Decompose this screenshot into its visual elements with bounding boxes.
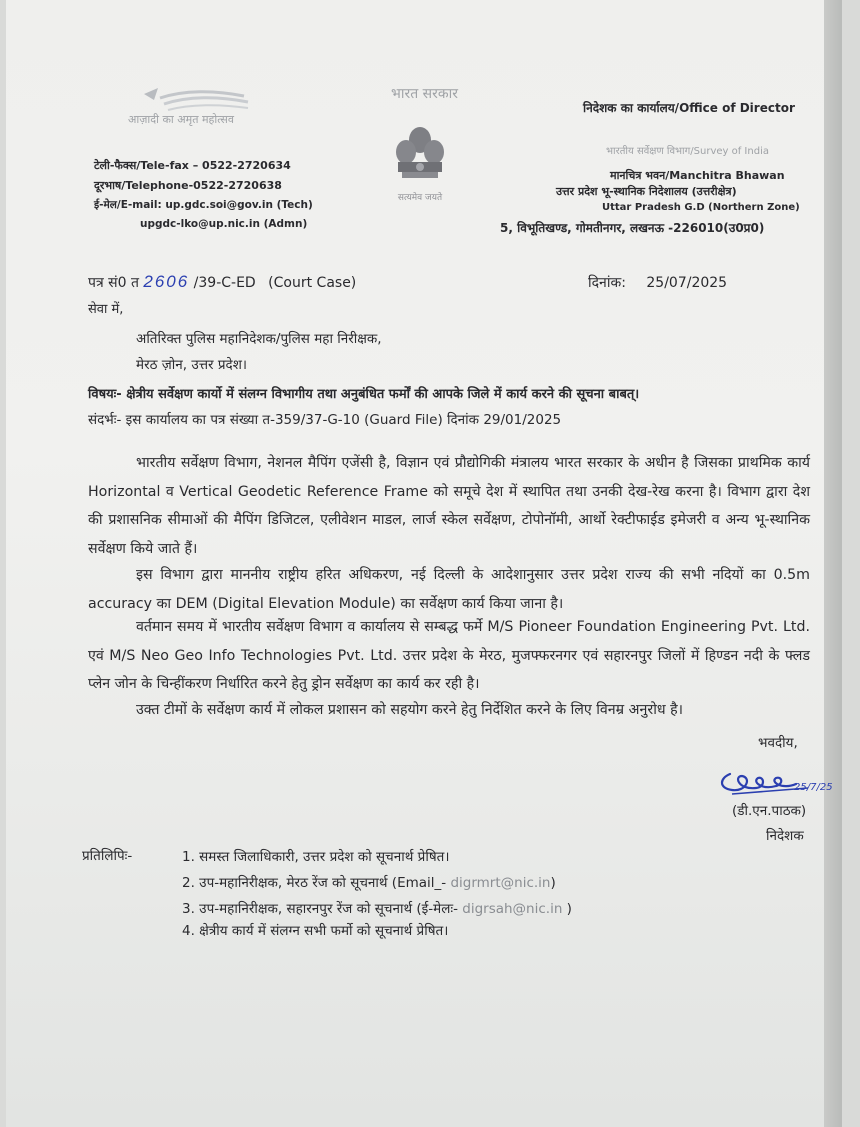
svg-text:सत्यमेव जयते: सत्यमेव जयते	[397, 193, 443, 203]
email-admn: upgdc-lko@up.nic.in (Admn)	[140, 218, 308, 230]
copy-to-email-link[interactable]: digrmrt@nic.in	[450, 875, 551, 891]
letter-date	[588, 273, 727, 292]
office-address: 5, विभूतिखण्ड, गोमतीनगर, लखनऊ -226010(उ0प्र0)	[500, 221, 765, 235]
date-label: दिनांक:	[588, 275, 626, 291]
office-title: निदेशक का कार्यालय/Office of Director	[583, 101, 795, 115]
salutation-to: सेवा में,	[88, 302, 124, 317]
survey-name: भारतीय सर्वेक्षण विभाग/Survey of India	[606, 146, 769, 157]
national-emblem-icon	[384, 122, 456, 222]
signatory-name: (डी.एन.पाठक)	[732, 803, 807, 819]
copy-to-item-text: 3. उप-महानिरीक्षक, सहारनपुर रेंज को सूचनार्थ (ई-मेलः-	[182, 901, 458, 917]
recipient-line-2: मेरठ ज़ोन, उत्तर प्रदेश।	[136, 357, 248, 373]
ref-note: (Court Case)	[268, 275, 357, 291]
ref-number-handwritten: 2606	[143, 272, 190, 291]
copy-to-item	[182, 921, 448, 939]
telephone: दूरभाष/Telephone-0522-2720638	[94, 179, 282, 192]
copy-to-item-text: 4. क्षेत्रीय कार्य में संलग्न सभी फर्मो को सूचनार्थ प्रेषित।	[182, 923, 449, 939]
body-paragraph-3: वर्तमान समय में भारतीय सर्वेक्षण विभाग व कार्यालय से सम्बद्ध फर्मे M/S Pioneer Foundation Engineering Pvt. Ltd. एवं M/S Neo Geo Info Technologies Pvt. Ltd. उत्तर प्रदेश के मेरठ, मुजफ्फरनगर एवं सहारनपुर जिलों में हिण्डन नदी के फ्लड प्लेन जोन के चिन्हींकरण निर्धारित करने हेतु ड्रोन सर्वेक्षण का कार्य कर रही है।	[88, 619, 810, 692]
ref-suffix: /39-C-ED	[193, 275, 256, 291]
copy-to-email-link[interactable]: digrsah@nic.in	[462, 901, 563, 917]
ref-prefix: पत्र सं0 त	[88, 275, 139, 291]
body-paragraph-4: उक्त टीमों के सर्वेक्षण कार्य में लोकल प्रशासन को सहयोग करने हेतु निर्देशित करने के लिए विनम्र अनुरोध है।	[136, 702, 684, 718]
body-paragraph-1: भारतीय सर्वेक्षण विभाग, नेशनल मैपिंग एजेंसी है, विज्ञान एवं प्रौद्योगिकी मंत्रालय भारत सरकार के अधीन है जिसका प्राथमिक कार्य Horizontal व Vertical Geodetic Reference Frame को समूचे देश में स्थापित तथा उनकी देख-रेख करना है। विभाग द्वारा देश की प्रशासनिक सीमाओं की मैपिंग डिजिटल, एलीवेशन माडल, लार्ज स्केल सर्वेक्षण, टोपोनॉमी, आर्थो रेक्टीफाईड इमेजरी व अन्य भू-स्थानिक सर्वेक्षण किये जाते हैं।	[88, 455, 810, 557]
closing: भवदीय,	[758, 735, 798, 751]
date-value: 25/07/2025	[646, 275, 728, 291]
copy-to-item	[182, 847, 449, 865]
signatory-title: निदेशक	[766, 828, 804, 844]
zone-hindi: उत्तर प्रदेश भू-स्थानिक निदेशालय (उत्तरीक्षेत्र)	[556, 185, 737, 198]
letter-reference-line	[88, 272, 356, 292]
page-shadow-edge	[824, 0, 842, 1127]
body-paragraph-2: इस विभाग द्वारा माननीय राष्ट्रीय हरित अधिकरण, नई दिल्ली के आदेशानुसार उत्तर प्रदेश राज्य की सभी नदियों का 0.5m accuracy का DEM (Digital Elevation Module) का सर्वेक्षण कार्य किया जाना है।	[88, 567, 810, 612]
copy-to-item-text: 2. उप-महानिरीक्षक, मेरठ रेंज को सूचनार्थ (Email_-	[182, 875, 447, 891]
email-tech: ई-मेल/E-mail: up.gdc.soi@gov.in (Tech)	[94, 199, 313, 211]
tele-fax: टेली-फैक्स/Tele-fax – 0522-2720634	[94, 159, 291, 172]
signature-date: 25/7/25	[794, 782, 833, 793]
handwritten-signature-icon	[712, 760, 822, 800]
copy-to-item-tail: )	[550, 875, 556, 891]
letter-subject: विषयः- क्षेत्रीय सर्वेक्षण कार्यो में संलग्न विभागीय तथा अनुबंधित फर्मों की आपके जिले में कार्य करने की सूचना बाबत्।	[88, 387, 640, 402]
government-title: भारत सरकार	[391, 86, 458, 102]
zone-english: Uttar Pradesh G.D (Northern Zone)	[602, 202, 800, 213]
logo-caption: आज़ादी का अमृत महोत्सव	[128, 113, 234, 126]
bhawan-name: मानचित्र भवन/Manchitra Bhawan	[610, 169, 785, 182]
copy-to-label: प्रतिलिपिः-	[82, 848, 133, 864]
letter-reference: संदर्भः- इस कार्यालय का पत्र संख्या त-359/37-G-10 (Guard File) दिनांक 29/01/2025	[88, 412, 562, 428]
copy-to-item	[182, 873, 556, 891]
copy-to-item	[182, 899, 572, 917]
recipient-line-1: अतिरिक्त पुलिस महानिदेशक/पुलिस महा निरीक्षक,	[136, 331, 382, 347]
copy-to-item-text: 1. समस्त जिलाधिकारी, उत्तर प्रदेश को सूचनार्थ प्रेषित।	[182, 849, 450, 865]
copy-to-item-tail: )	[562, 901, 572, 917]
letter-page	[6, 0, 842, 1127]
